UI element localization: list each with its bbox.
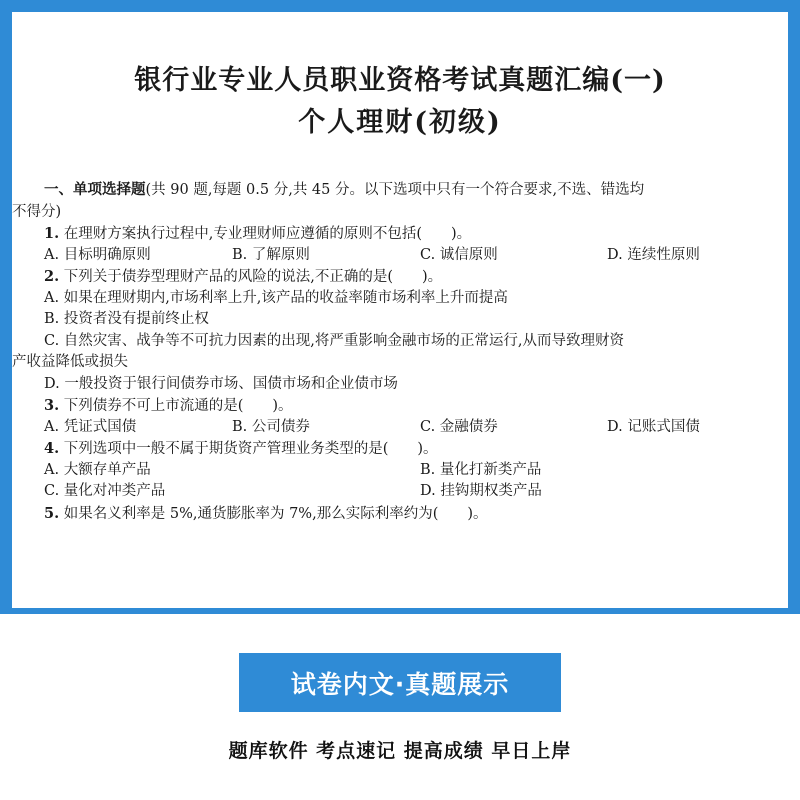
section-instructions-cont: 不得分) <box>12 203 62 220</box>
exam-subtitle: 个人理财(初级) <box>298 107 502 138</box>
option-b: B. 了解原则 <box>232 246 310 263</box>
question-3 <box>12 395 788 417</box>
question-text: 下列关于债券型理财产品的风险的说法,不正确的是( )。 <box>59 269 443 285</box>
question-text: 下列债券不可上市流通的是( )。 <box>59 398 293 414</box>
question-1-options <box>12 245 788 267</box>
question-number: 5. <box>44 504 60 522</box>
option-c-cont: 产收益降低或损失 <box>12 354 128 370</box>
question-number: 1. <box>44 225 60 242</box>
banner-label: 试卷内文·真题展示 <box>290 669 510 699</box>
option-d: D. 记账式国债 <box>607 418 700 435</box>
question-3-options <box>12 417 788 439</box>
question-number: 2. <box>44 268 60 285</box>
exam-page-preview <box>12 12 788 608</box>
section-instructions <box>12 180 788 202</box>
frame-border-right <box>788 0 800 612</box>
section-heading: 一、单项选择题 <box>44 182 146 198</box>
question-4-options-row1 <box>12 460 788 482</box>
option-b: B. 公司债券 <box>232 418 310 435</box>
option-a: A. 大额存单产品 <box>44 461 151 478</box>
option-d: D. 一般投资于银行间债券市场、国债市场和企业债市场 <box>44 375 398 392</box>
frame-border-top <box>0 0 800 12</box>
option-c: C. 金融债券 <box>420 418 498 435</box>
option-c: C. 自然灾害、战争等不可抗力因素的出现,将严重影响金融市场的正常运行,从而导致理财资 <box>44 332 625 349</box>
preview-banner <box>239 653 561 712</box>
question-5 <box>12 503 788 525</box>
option-d: D. 挂钩期权类产品 <box>420 483 542 499</box>
question-text: 如果名义利率是 5%,通货膨胀率为 7%,那么实际利率约为( )。 <box>59 505 488 522</box>
question-1 <box>12 223 788 245</box>
question-4-options-row2 <box>12 481 788 503</box>
option-a: A. 凭证式国债 <box>44 418 137 435</box>
promo-section <box>0 614 800 800</box>
question-number: 4. <box>44 440 60 457</box>
option-a: A. 如果在理财期内,市场利率上升,该产品的收益率随市场利率上升而提高 <box>44 289 508 306</box>
promo-slogan: 题库软件 考点速记 提高成绩 早日上岸 <box>228 740 572 762</box>
question-number: 3. <box>44 397 60 414</box>
question-list <box>12 180 788 524</box>
option-b: B. 量化打新类产品 <box>420 461 542 478</box>
question-text: 在理财方案执行过程中,专业理财师应遵循的原则不包括( )。 <box>59 226 472 242</box>
frame-border-left <box>0 0 12 612</box>
option-b: B. 投资者没有提前终止权 <box>44 311 209 327</box>
option-c: C. 诚信原则 <box>420 246 498 263</box>
option-a: A. 目标明确原则 <box>44 246 151 263</box>
exam-title: 银行业专业人员职业资格考试真题汇编(一) <box>134 65 666 96</box>
option-d: D. 连续性原则 <box>607 246 700 263</box>
question-2 <box>12 266 788 288</box>
section-instructions-text: (共 90 题,每题 0.5 分,共 45 分。以下选项中只有一个符合要求,不选、错选均 <box>145 182 645 198</box>
question-4 <box>12 438 788 460</box>
option-c: C. 量化对冲类产品 <box>44 483 166 499</box>
question-text: 下列选项中一般不属于期货资产管理业务类型的是( )。 <box>59 441 438 457</box>
